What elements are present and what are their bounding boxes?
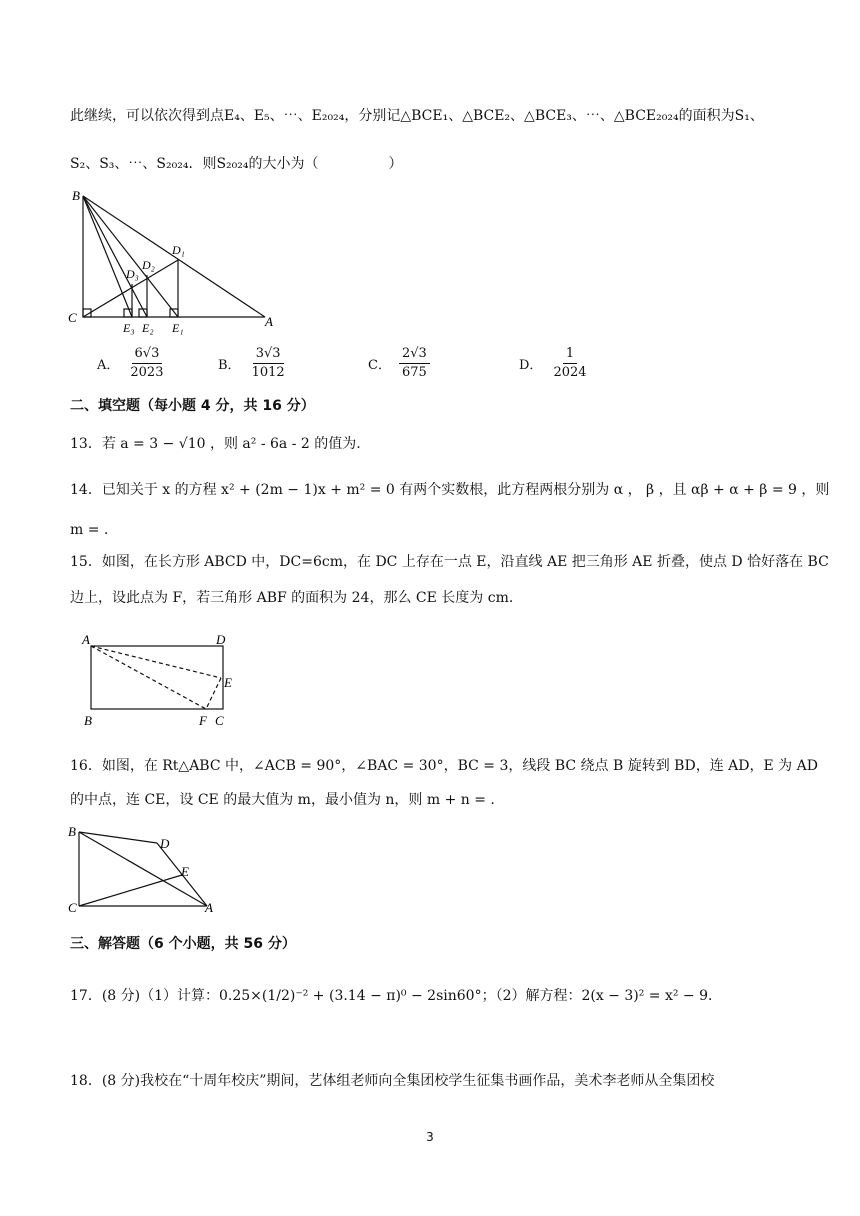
option-d: D． $\frac{1}{2024}$ (519, 346, 587, 380)
label-E2: E₂ (142, 321, 154, 335)
option-b: B． $\frac{3√3}{1012}$ (218, 346, 285, 380)
label-C: C (68, 310, 77, 325)
page-number: 3 (426, 1130, 434, 1144)
q15-line2: 边上，设此点为 F，若三角形 ABF 的面积为 24，那么 CE 长度为 cm. (70, 590, 514, 606)
label-D: D (216, 632, 226, 647)
q14-line1: 14．已知关于 x 的方程 x² + (2m − 1)x + m² = 0 有两个实数根，此方程两根分别为 α ， β ，且 αβ + α + β = 9 ，则 (70, 482, 830, 498)
q14-line2: m = . (70, 522, 109, 538)
label-A: A (265, 314, 273, 329)
section2-heading: 二、填空题（每小题 4 分，共 16 分） (70, 398, 315, 414)
label-E1: E₁ (172, 321, 184, 335)
option-a: A． $\frac{6√3}{2023}$ (97, 346, 164, 380)
label-D2: D₂ (142, 258, 155, 272)
q15-line1: 15．如图，在长方形 ABCD 中，DC=6cm，在 DC 上存在一点 E，沿直线 AE 把三角形 AE 折叠，使点 D 恰好落在 BC (70, 554, 829, 570)
q13: 13．若 a = 3 − √10 ，则 a² - 6a - 2 的值为. (70, 436, 361, 452)
label-C: C (68, 900, 77, 914)
label-A: A (205, 900, 213, 914)
section3-heading: 三、解答题（6 个小题，共 56 分） (70, 936, 296, 952)
label-E3: E₃ (123, 321, 135, 335)
label-F: F (199, 713, 207, 728)
label-A: A (82, 632, 90, 647)
label-D1: D₁ (172, 243, 185, 257)
q12-figure (60, 188, 290, 338)
label-D: D (160, 836, 170, 851)
label-D3: D₃ (126, 267, 139, 281)
label-E: E (181, 864, 189, 879)
q17: 17．(8 分)（1）计算：0.25×(1/2)⁻² + (3.14 − π)⁰ − 2sin60°；（2）解方程：2(x − 3)² = x² − 9． (70, 988, 723, 1004)
q18: 18．(8 分)我校在“十周年校庆”期间，艺体组老师向全集团校学生征集书画作品，美术李老师从全集团校 (70, 1073, 715, 1089)
label-B: B (72, 188, 80, 203)
option-c: C． $\frac{2√3}{675}$ (368, 345, 430, 382)
q16-line2: 的中点，连 CE，设 CE 的最大值为 m，最小值为 n，则 m + n = . (70, 792, 495, 808)
label-B: B (84, 713, 92, 728)
label-B: B (68, 824, 76, 839)
q16-figure (62, 822, 232, 914)
q12-line1: 此继续，可以依次得到点E₄、E₅、⋯、E₂₀₂₄，分别记△BCE₁、△BCE₂、△BCE₃、⋯、△BCE₂₀₂₄的面积为S₁、 (70, 108, 764, 124)
q15-figure (78, 630, 248, 728)
label-C: C (215, 713, 224, 728)
label-E: E (224, 675, 232, 690)
q12-line2: S₂、S₃、⋯、S₂₀₂₄．则S₂₀₂₄的大小为（ ） (70, 156, 403, 172)
q16-line1: 16．如图，在 Rt△ABC 中，∠ACB = 90°，∠BAC = 30°，BC = 3，线段 BC 绕点 B 旋转到 BD，连 AD，E 为 AD (70, 758, 818, 774)
